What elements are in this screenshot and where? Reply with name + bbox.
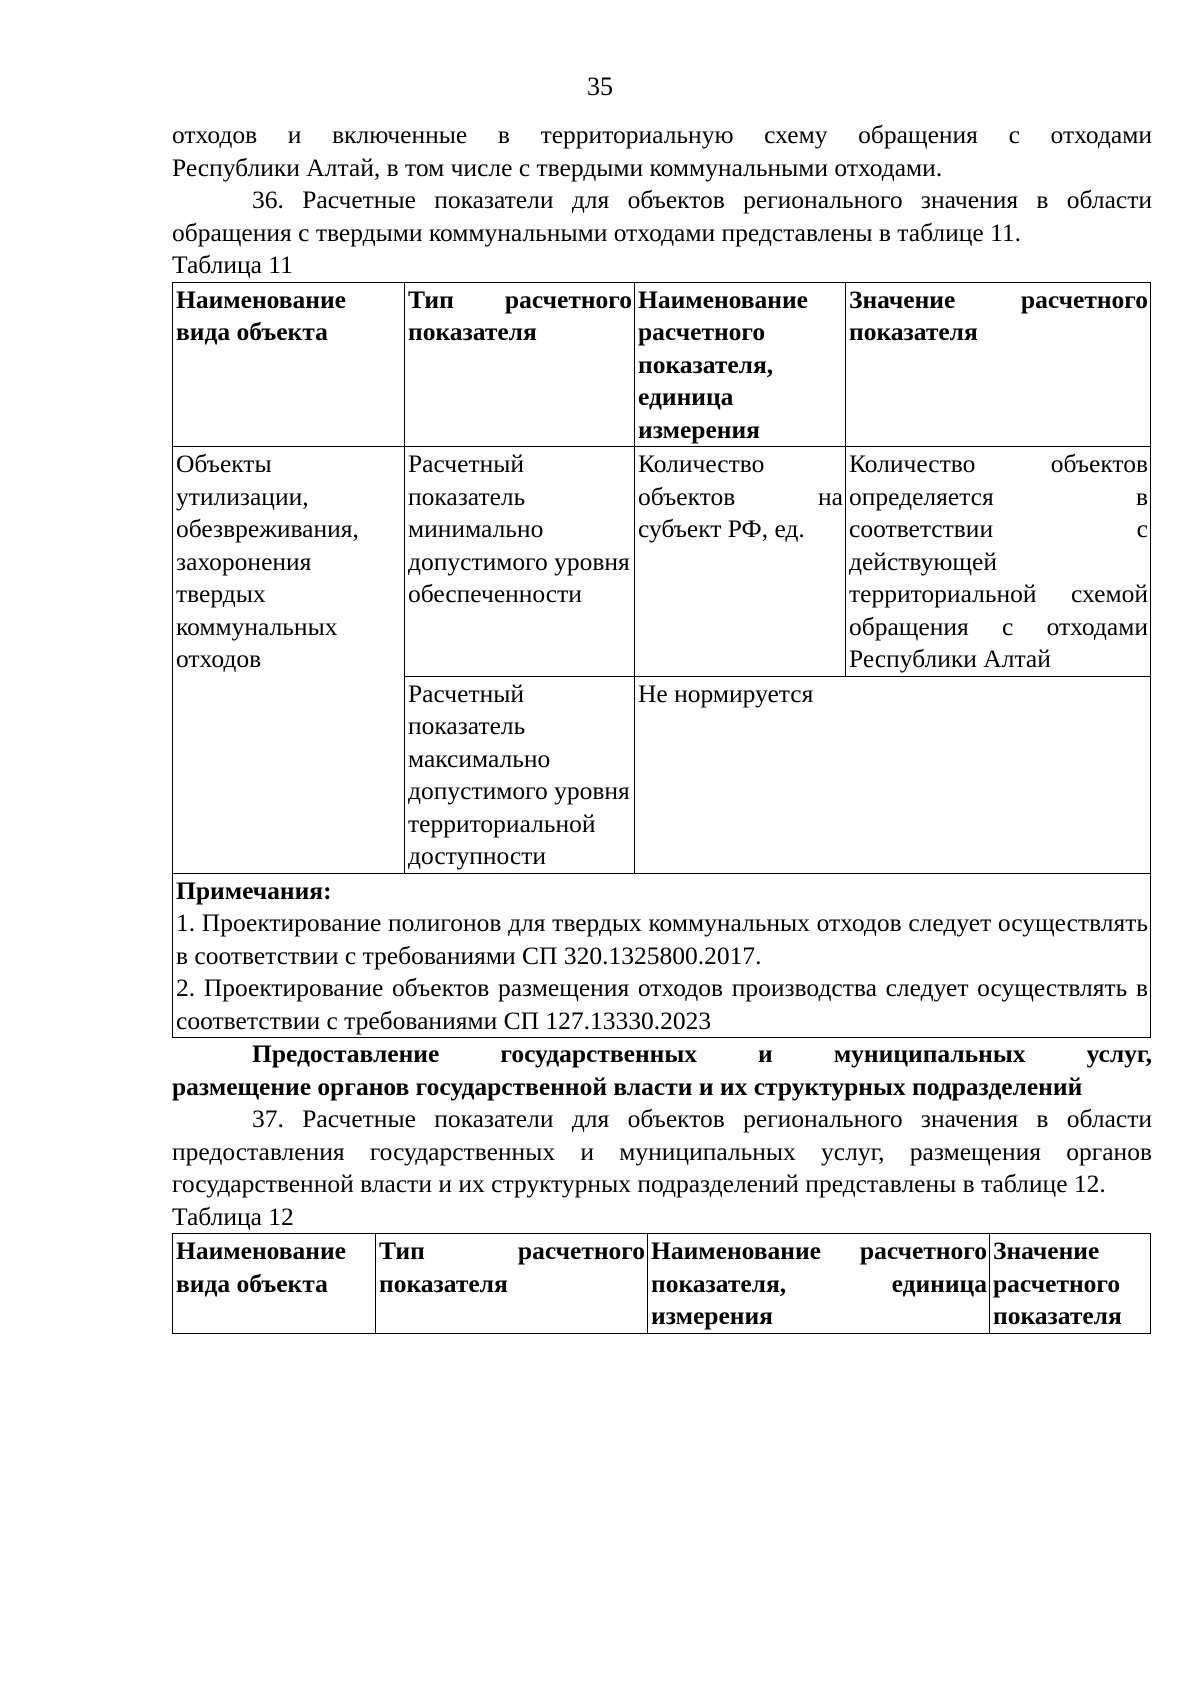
table-11-row2-type: Расчетный показатель максимально допустимого уровня территориальной доступности <box>405 676 635 873</box>
table-11-notes-row <box>173 873 1151 1038</box>
table-11-caption: Таблица 11 <box>172 250 293 279</box>
table-12-caption: Таблица 12 <box>172 1201 294 1231</box>
paragraph-36-line-2: обращения с твердыми коммунальными отходами представлены в таблице 11. <box>172 217 1022 247</box>
paragraph-37: 37. Расчетные показатели для объектов регионального значения в области предоставления государственных и муниципальных услуг, размещения органов государственной власти и их структурных подразделений представлены в таблице 12. <box>172 1104 1152 1198</box>
section-heading <box>172 1038 1152 1103</box>
table-11-row2-value: Не нормируется <box>635 676 1151 873</box>
table-11-header-value: Значение расчетного показателя <box>846 282 1151 447</box>
paragraph-continuation-line-2: Республики Алтай, в том числе с твердыми коммунальными отходами. <box>172 152 943 182</box>
table-11-header-object: Наименование вида объекта <box>173 282 405 447</box>
table-11-notes <box>173 873 1151 1038</box>
table-12-header-type: Тип расчетного показателя <box>376 1234 648 1334</box>
table-12-header-row <box>173 1234 1151 1334</box>
table-12 <box>172 1233 1151 1334</box>
table-11-header-row <box>173 282 1151 447</box>
section-heading-line-2: размещение органов государственной власти и их структурных подразделений <box>172 1071 1083 1101</box>
table-11-header-type: Тип расчетного показателя <box>405 282 635 447</box>
table-12-header-name: Наименование расчетного показателя, единица измерения <box>648 1234 990 1334</box>
table-row <box>173 447 1151 677</box>
table-11-header-name: Наименование расчетного показателя, единица измерения <box>635 282 846 447</box>
paragraph-36-line-1: 36. Расчетные показатели для объектов регионального значения в области <box>252 185 1152 214</box>
table-11-object-name: Объекты утилизации, обезвреживания, захоронения твердых коммунальных отходов <box>173 447 405 874</box>
document-page <box>172 119 1152 1334</box>
paragraph-continuation-line-1: отходов и включенные в территориальную схему обращения с отходами <box>172 120 1152 149</box>
table-11-notes-title: Примечания: <box>176 875 332 905</box>
table-11-note-1: 1. Проектирование полигонов для твердых коммунальных отходов следует осуществлять в соответствии с требованиями СП 320.1325800.2017. <box>176 908 1148 970</box>
table-11-row1-name: Количество объектов на субъект РФ, ед. <box>635 447 846 677</box>
section-heading-line-1: Предоставление государственных и муниципальных услуг, <box>252 1039 1152 1068</box>
table-12-header-object: Наименование вида объекта <box>173 1234 376 1334</box>
table-12-header-value: Значение расчетного показателя <box>990 1234 1151 1334</box>
page-number: 35 <box>587 72 613 101</box>
table-11-row1-type: Расчетный показатель минимально допустимого уровня обеспеченности <box>405 447 635 677</box>
table-11-row1-value: Количество объектов определяется в соответствии с действующей территориальной схемой обращения с отходами Республики Алтай <box>846 447 1151 677</box>
table-11 <box>172 282 1151 1039</box>
table-11-note-2: 2. Проектирование объектов размещения отходов производства следует осуществлять в соответствии с требованиями СП 127.13330.2023 <box>176 973 1148 1035</box>
